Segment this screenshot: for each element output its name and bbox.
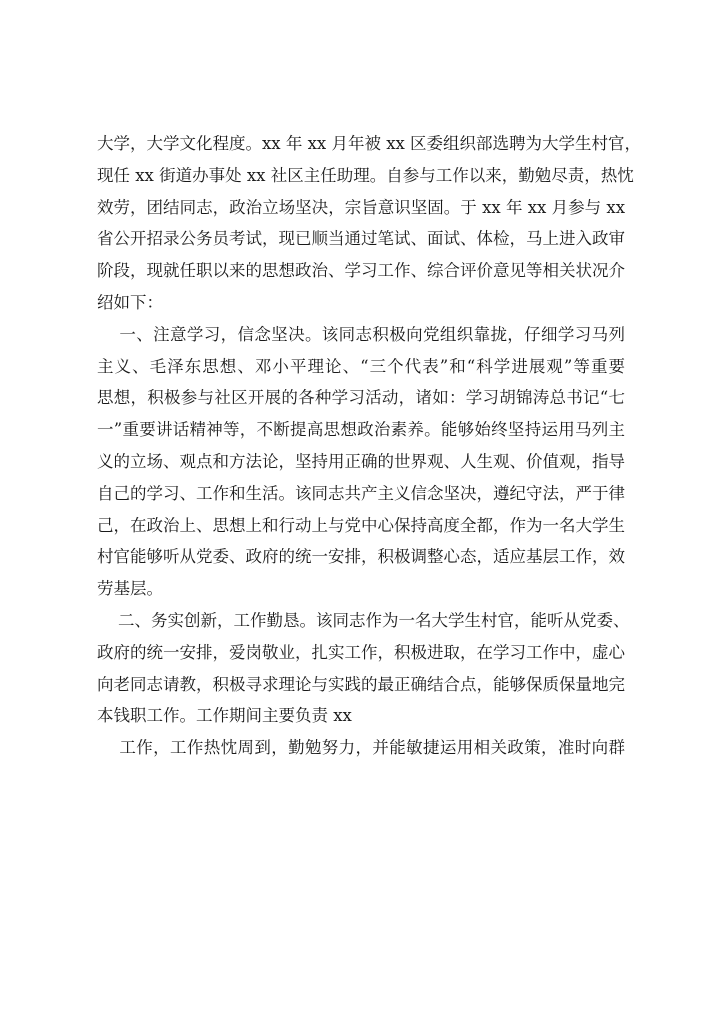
text-line: 省公开招录公务员考试，现已顺当通过笔试、面试、体检，马上进入政审: [97, 229, 625, 249]
text-line: 向老同志请教，积极寻求理论与实践的最正确结合点，能够保质保量地完: [97, 674, 625, 694]
text-line: 工作，工作热忱周到，勤勉努力，并能敏捷运用相关政策，准时向群: [97, 738, 625, 758]
document-body: [97, 128, 642, 764]
text-line: 阶段，现就任职以来的思想政治、学习工作、综合评价意见等相关状况介: [97, 261, 625, 281]
text-line: 本钱职工作。工作期间主要负责 xx: [97, 706, 352, 726]
text-line: 主义、毛泽东思想、邓小平理论、“三个代表”和“科学进展观”等重要: [97, 356, 625, 376]
text-line: 村官能够听从党委、政府的统一安排，积极调整心态，适应基层工作，效: [97, 547, 625, 567]
text-line: 政府的统一安排，爱岗敬业，扎实工作，积极进取，在学习工作中，虚心: [97, 642, 625, 662]
text-line: 思想，积极参与社区开展的各种学习活动，诸如：学习胡锦涛总书记“七: [97, 388, 625, 408]
text-line: 绍如下：: [97, 292, 163, 312]
text-line: 大学，大学文化程度。xx 年 xx 月年被 xx 区委组织部选聘为大学生村官，: [97, 134, 642, 153]
text-line: 二、务实创新，工作勤恳。该同志作为一名大学生村官，能听从党委、: [97, 610, 630, 630]
text-line: 效劳，团结同志，政治立场坚决，宗旨意识坚固。于 xx 年 xx 月参与 xx: [97, 197, 625, 217]
text-line: 一”重要讲话精神等，不断提高思想政治素养。能够始终坚持运用马列主: [97, 420, 625, 440]
text-line: 现任 xx 街道办事处 xx 社区主任助理。自参与工作以来，勤勉尽责，热忱: [97, 165, 634, 185]
text-line: 己，在政治上、思想上和行动上与党中心保持高度全都，作为一名大学生: [97, 515, 625, 535]
text-line: 一、注意学习，信念坚决。该同志积极向党组织靠拢，仔细学习马列: [97, 324, 625, 344]
text-line: 义的立场、观点和方法论，坚持用正确的世界观、人生观、价值观，指导: [97, 451, 625, 471]
text-line: 劳基层。: [97, 579, 163, 599]
text-line: 自己的学习、工作和生活。该同志共产主义信念坚决，遵纪守法，严于律: [97, 483, 625, 503]
